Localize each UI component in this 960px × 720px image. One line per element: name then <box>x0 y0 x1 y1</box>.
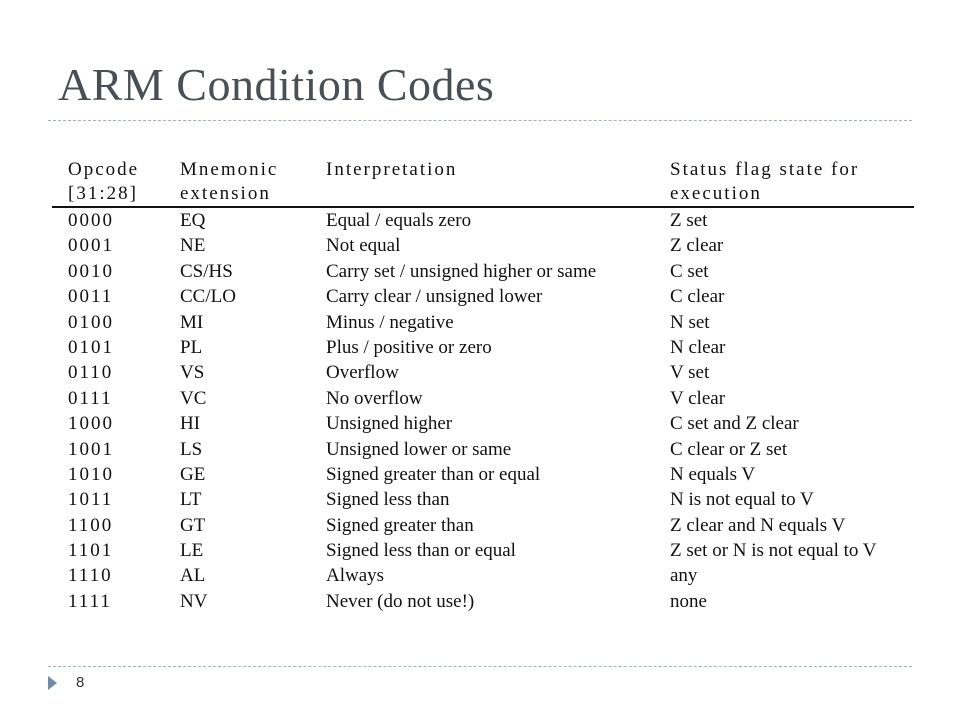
cell-mnemonic: HI <box>180 413 201 435</box>
header-status <box>670 158 859 206</box>
cell-interpretation: Signed greater than <box>326 514 474 536</box>
cell-status: V clear <box>670 387 726 409</box>
cell-interpretation: No overflow <box>326 387 423 409</box>
table-row <box>52 285 914 310</box>
cell-interpretation: Never (do not use!) <box>326 590 475 612</box>
cell-interpretation: Carry clear / unsigned lower <box>326 286 543 308</box>
cell-status: C clear <box>670 286 725 308</box>
cell-status: Z clear and N equals V <box>670 514 846 536</box>
cell-mnemonic: CC/LO <box>180 286 236 308</box>
cell-opcode: 0000 <box>68 210 114 231</box>
cell-opcode: 1110 <box>68 565 113 587</box>
cell-mnemonic: NE <box>180 235 206 257</box>
cell-mnemonic: LT <box>180 489 202 511</box>
header-interpretation-text: Interpretation <box>326 159 458 180</box>
cell-mnemonic: NV <box>180 590 208 612</box>
cell-interpretation: Unsigned lower or same <box>326 438 512 460</box>
table-row <box>52 387 914 412</box>
cell-status: N set <box>670 311 710 333</box>
cell-status: any <box>670 565 698 587</box>
cell-opcode: 0011 <box>68 286 114 308</box>
cell-interpretation: Unsigned higher <box>326 413 453 435</box>
table-row <box>52 463 914 488</box>
cell-mnemonic: LE <box>180 540 204 562</box>
cell-mnemonic: PL <box>180 336 203 358</box>
header-opcode-line2: [31:28] <box>68 183 138 204</box>
table-row <box>52 539 914 564</box>
cell-status: Z clear <box>670 235 724 257</box>
bottom-divider <box>48 666 912 667</box>
slide-title: ARM Condition Codes <box>58 59 495 110</box>
cell-opcode: 0111 <box>68 387 113 409</box>
table-header <box>52 158 914 208</box>
table-row <box>52 514 914 539</box>
cell-status: Z set <box>670 210 708 231</box>
footer-triangle-icon <box>48 676 57 690</box>
cell-status: C clear or Z set <box>670 438 788 460</box>
cell-interpretation: Minus / negative <box>326 311 454 333</box>
cell-opcode: 1000 <box>68 413 114 435</box>
cell-interpretation: Not equal <box>326 235 401 257</box>
table-row <box>52 438 914 463</box>
cell-status: N is not equal to V <box>670 489 814 511</box>
table-row <box>52 311 914 336</box>
cell-opcode: 1011 <box>68 489 114 511</box>
cell-status: N equals V <box>670 463 756 485</box>
cell-interpretation: Signed less than <box>326 489 450 511</box>
cell-status: C set <box>670 260 709 282</box>
header-mnemonic-line1: Mnemonic <box>180 159 279 180</box>
table-row <box>52 412 914 437</box>
cell-opcode: 0001 <box>68 235 114 257</box>
header-opcode-line1: Opcode <box>68 159 140 180</box>
cell-interpretation: Overflow <box>326 362 399 384</box>
table-body <box>52 209 914 615</box>
cell-mnemonic: VS <box>180 362 205 384</box>
table-row <box>52 590 914 615</box>
header-opcode <box>68 158 139 206</box>
header-status-line1: Status flag state for <box>670 159 860 180</box>
cell-opcode: 0010 <box>68 260 114 282</box>
cell-mnemonic: EQ <box>180 210 206 231</box>
cell-mnemonic: AL <box>180 565 206 587</box>
header-status-line2: execution <box>670 183 762 204</box>
cell-opcode: 0101 <box>68 336 114 358</box>
cell-status: V set <box>670 362 710 384</box>
cell-interpretation: Equal / equals zero <box>326 210 472 231</box>
cell-opcode: 1001 <box>68 438 114 460</box>
cell-mnemonic: LS <box>180 438 203 460</box>
table-row <box>52 564 914 589</box>
cell-opcode: 1111 <box>68 590 112 612</box>
cell-opcode: 1101 <box>68 540 114 562</box>
cell-status: Z set or N is not equal to V <box>670 540 877 562</box>
cell-status: N clear <box>670 336 726 358</box>
header-interpretation <box>326 158 457 182</box>
cell-interpretation: Signed greater than or equal <box>326 463 541 485</box>
cell-interpretation: Plus / positive or zero <box>326 336 492 358</box>
page-number: 8 <box>76 674 85 691</box>
cell-opcode: 1100 <box>68 514 114 536</box>
table-row <box>52 234 914 259</box>
header-mnemonic-line2: extension <box>180 183 271 204</box>
table-row <box>52 260 914 285</box>
table-row <box>52 361 914 386</box>
table-row <box>52 336 914 361</box>
cell-opcode: 1010 <box>68 463 114 485</box>
cell-mnemonic: CS/HS <box>180 260 233 282</box>
table-row <box>52 209 914 234</box>
cell-interpretation: Signed less than or equal <box>326 540 516 562</box>
cell-mnemonic: MI <box>180 311 204 333</box>
cell-status: C set and Z clear <box>670 413 799 435</box>
cell-interpretation: Carry set / unsigned higher or same <box>326 260 597 282</box>
cell-mnemonic: GE <box>180 463 206 485</box>
table-row <box>52 488 914 513</box>
cell-opcode: 0100 <box>68 311 114 333</box>
cell-mnemonic: VC <box>180 387 207 409</box>
cell-interpretation: Always <box>326 565 385 587</box>
header-mnemonic <box>180 158 278 206</box>
top-divider <box>48 120 912 121</box>
cell-opcode: 0110 <box>68 362 114 384</box>
cell-mnemonic: GT <box>180 514 206 536</box>
cell-status: none <box>670 590 707 612</box>
